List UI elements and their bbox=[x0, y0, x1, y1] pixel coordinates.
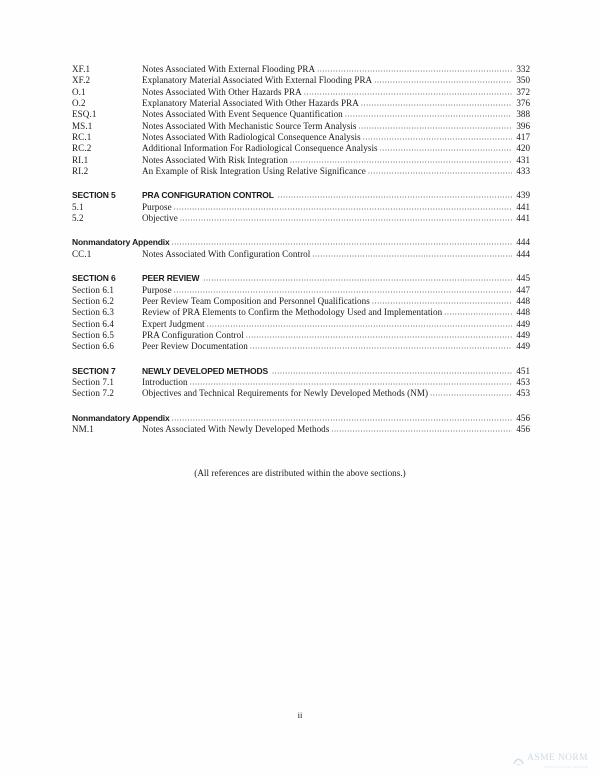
toc-entry-page-number: 332 bbox=[516, 64, 530, 74]
leader-dots bbox=[172, 237, 512, 248]
leader-dots bbox=[203, 273, 512, 284]
toc-entry[interactable] bbox=[72, 413, 530, 424]
toc-entry-label: SECTION 5 bbox=[72, 190, 116, 201]
toc-entry-page-number: 453 bbox=[516, 376, 530, 387]
toc-entry[interactable] bbox=[72, 366, 530, 377]
toc-entry-page-number: 372 bbox=[516, 86, 530, 97]
leader-dots bbox=[430, 388, 512, 399]
toc-entry-title-wrap bbox=[142, 190, 513, 201]
toc-entry-title-wrap bbox=[142, 75, 513, 86]
toc-entry-page-number: 445 bbox=[516, 273, 530, 284]
toc-entry-title-wrap bbox=[142, 249, 513, 260]
toc-entry[interactable] bbox=[72, 319, 530, 330]
toc-entry[interactable] bbox=[72, 121, 530, 132]
toc-entry-label: O.1 bbox=[72, 86, 86, 97]
toc-entry[interactable] bbox=[72, 98, 530, 109]
toc-entry-title: Notes Associated With Event Sequence Quantification bbox=[142, 109, 343, 120]
toc-entry-title: Notes Associated With Radiological Consequence Analysis bbox=[142, 132, 361, 143]
toc-entry[interactable] bbox=[72, 296, 530, 307]
leader-dots bbox=[359, 121, 512, 132]
toc-entry-title-wrap bbox=[142, 330, 513, 341]
toc-entry-label: Section 7.2 bbox=[72, 388, 115, 399]
toc-entry-title-wrap bbox=[142, 341, 513, 352]
toc-entry-title-wrap bbox=[142, 285, 513, 296]
toc-entry-title: Explanatory Material Associated With External Flooding PRA bbox=[142, 75, 373, 86]
toc-entry-label: Nonmandatory Appendix bbox=[72, 412, 170, 423]
toc-entry-page-number: 456 bbox=[516, 423, 530, 434]
toc-entry-label: Section 6.4 bbox=[72, 318, 115, 329]
toc-entry-title: Notes Associated With Other Hazards PRA bbox=[142, 86, 302, 97]
toc-entry-label: Section 6.5 bbox=[72, 329, 115, 340]
toc-entry[interactable] bbox=[72, 341, 530, 352]
toc-entry[interactable] bbox=[72, 377, 530, 388]
toc-entry[interactable] bbox=[72, 285, 530, 296]
toc-entry[interactable] bbox=[72, 190, 530, 201]
group-spacer bbox=[72, 224, 530, 237]
toc-entry-title: Review of PRA Elements to Confirm the Methodology Used and Implementation bbox=[142, 307, 443, 318]
toc-entry[interactable] bbox=[72, 143, 530, 154]
leader-dots bbox=[290, 155, 512, 166]
toc-entry-title-wrap bbox=[142, 388, 513, 399]
toc-entry-page-number: 441 bbox=[516, 213, 530, 224]
watermark-row bbox=[512, 754, 588, 765]
toc-entry-title-wrap bbox=[142, 64, 513, 75]
toc-entry-title-wrap bbox=[142, 307, 513, 318]
toc-entry-page-number: 448 bbox=[516, 295, 530, 306]
toc-entry-label: Section 6.1 bbox=[72, 284, 115, 295]
toc-entry-title-wrap bbox=[142, 155, 513, 166]
toc-entry-title-wrap bbox=[170, 237, 513, 248]
leader-dots bbox=[331, 424, 512, 435]
asme-logo-icon bbox=[512, 754, 525, 765]
leader-dots bbox=[190, 377, 512, 388]
toc-entry-title-wrap bbox=[142, 424, 513, 435]
toc-entry-title: An Example of Risk Integration Using Relative Significance bbox=[142, 166, 366, 177]
toc-entry-title: Notes Associated With Mechanistic Source Term Analysis bbox=[142, 120, 357, 131]
toc-entry-title: Notes Associated With Configuration Control bbox=[142, 248, 311, 259]
toc-entry-title-wrap bbox=[142, 273, 513, 284]
leader-dots bbox=[368, 166, 512, 177]
toc-entry-title: Purpose bbox=[142, 284, 172, 295]
group-spacer bbox=[72, 400, 530, 413]
toc-entry-page-number: 417 bbox=[516, 132, 530, 143]
leader-dots bbox=[172, 413, 512, 424]
leader-dots bbox=[317, 64, 512, 75]
watermark-text: ASME NORM bbox=[527, 753, 588, 764]
leader-dots bbox=[444, 307, 512, 318]
toc-entry[interactable] bbox=[72, 237, 530, 248]
leader-dots bbox=[174, 285, 512, 296]
toc-entry-title-wrap bbox=[142, 296, 513, 307]
toc-entry-title-wrap bbox=[142, 143, 513, 154]
leader-dots bbox=[278, 190, 512, 201]
toc-entry-title-wrap bbox=[170, 413, 513, 424]
leader-dots bbox=[174, 202, 512, 213]
toc-entry-page-number: 441 bbox=[516, 201, 530, 212]
toc-entry-title: Peer Review Documentation bbox=[142, 341, 248, 352]
leader-dots bbox=[304, 87, 512, 98]
toc-entry-title: Peer Review Team Composition and Personnel Qualifications bbox=[142, 295, 370, 306]
toc-entry-page-number: 420 bbox=[516, 143, 530, 154]
toc-entry[interactable] bbox=[72, 87, 530, 98]
toc-entry-title: Notes Associated With Newly Developed Methods bbox=[142, 423, 330, 434]
toc-entry-title-wrap bbox=[142, 377, 513, 388]
toc-entry[interactable] bbox=[72, 307, 530, 318]
toc-entry-title: PRA CONFIGURATION CONTROL bbox=[142, 190, 274, 201]
toc-entry-title: Explanatory Material Associated With Other Hazards PRA bbox=[142, 98, 359, 109]
page-number: ii bbox=[297, 710, 303, 720]
toc-entry-label: 5.1 bbox=[72, 201, 84, 212]
toc-entry-label: 5.2 bbox=[72, 213, 84, 224]
toc-entry[interactable] bbox=[72, 132, 530, 143]
toc-entry[interactable] bbox=[72, 424, 530, 435]
toc-entry-page-number: 453 bbox=[516, 388, 530, 399]
toc-entry-label: RI.1 bbox=[72, 154, 89, 165]
toc-entry-title: PRA Configuration Control bbox=[142, 329, 244, 340]
toc-entry[interactable] bbox=[72, 388, 530, 399]
toc-entry-page-number: 396 bbox=[516, 120, 530, 131]
toc-entry-title-wrap bbox=[142, 366, 513, 377]
toc-entry-label: Section 6.2 bbox=[72, 295, 115, 306]
leader-dots bbox=[272, 366, 512, 377]
toc-entry-title-wrap bbox=[142, 87, 513, 98]
toc-entry-label: RI.2 bbox=[72, 166, 89, 177]
toc-entry-title: Purpose bbox=[142, 201, 172, 212]
toc-entry-title-wrap bbox=[142, 202, 513, 213]
leader-dots bbox=[207, 319, 512, 330]
toc-entry-title: Notes Associated With External Flooding PRA bbox=[142, 64, 316, 74]
toc-entry-page-number: 449 bbox=[516, 318, 530, 329]
toc-entry-label: CC.1 bbox=[72, 248, 92, 259]
toc-entry-page-number: 456 bbox=[516, 412, 530, 423]
toc-entry-title: Introduction bbox=[142, 376, 188, 387]
toc-entry-label: XF.1 bbox=[72, 64, 91, 74]
toc-entry-label: Section 6.6 bbox=[72, 341, 115, 352]
toc-entry-page-number: 449 bbox=[516, 329, 530, 340]
leader-dots bbox=[363, 132, 512, 143]
toc-entry-page-number: 449 bbox=[516, 341, 530, 352]
asme-norm-watermark bbox=[506, 739, 588, 769]
toc-entry-label: SECTION 6 bbox=[72, 273, 116, 284]
toc-entry-page-number: 439 bbox=[516, 190, 530, 201]
leader-dots bbox=[374, 75, 512, 86]
closing-note: (All references are distributed within the above sections.) bbox=[194, 468, 406, 478]
toc-entry-page-number: 444 bbox=[516, 237, 530, 248]
group-spacer bbox=[72, 353, 530, 366]
toc-entry[interactable] bbox=[72, 249, 530, 260]
toc-entry-page-number: 388 bbox=[516, 109, 530, 120]
leader-dots bbox=[246, 330, 512, 341]
leader-dots bbox=[380, 143, 512, 154]
leader-dots bbox=[345, 109, 512, 120]
toc-entry-label: O.2 bbox=[72, 98, 86, 109]
toc-entry-title: Objectives and Technical Requirements for Newly Developed Methods (NM) bbox=[142, 388, 429, 399]
leader-dots bbox=[312, 249, 512, 260]
toc-entry[interactable] bbox=[72, 64, 530, 75]
toc-entry-label: SECTION 7 bbox=[72, 365, 116, 376]
toc-entry-page-number: 447 bbox=[516, 284, 530, 295]
toc-entry-page-number: 451 bbox=[516, 365, 530, 376]
toc-entry-label: ESQ.1 bbox=[72, 109, 97, 120]
toc-entry[interactable] bbox=[72, 75, 530, 86]
leader-dots bbox=[180, 213, 512, 224]
toc-entry-label: RC.2 bbox=[72, 143, 92, 154]
toc-entry-page-number: 376 bbox=[516, 98, 530, 109]
toc-entry[interactable] bbox=[72, 155, 530, 166]
leader-dots bbox=[250, 341, 512, 352]
toc-entry-title-wrap bbox=[142, 98, 513, 109]
toc-entry-title-wrap bbox=[142, 109, 513, 120]
toc-entry-title: Objective bbox=[142, 213, 178, 224]
toc-entry[interactable] bbox=[72, 330, 530, 341]
toc-entry[interactable] bbox=[72, 109, 530, 120]
leader-dots bbox=[361, 98, 512, 109]
toc-entry-title: NEWLY DEVELOPED METHODS bbox=[142, 365, 268, 376]
toc-entry[interactable] bbox=[72, 166, 530, 177]
toc-entry[interactable] bbox=[72, 202, 530, 213]
toc-entry-label: NM.1 bbox=[72, 423, 94, 434]
toc-entry-page-number: 350 bbox=[516, 75, 530, 86]
group-spacer bbox=[72, 260, 530, 273]
toc-entry[interactable] bbox=[72, 213, 530, 224]
toc-entry-title-wrap bbox=[142, 121, 513, 132]
toc-entry-label: Section 6.3 bbox=[72, 307, 115, 318]
toc-entry-page-number: 433 bbox=[516, 166, 530, 177]
toc-entry-page-number: 444 bbox=[516, 248, 530, 259]
toc-entry-title: PEER REVIEW bbox=[142, 273, 200, 284]
group-spacer bbox=[72, 177, 530, 190]
toc-entry-label: Section 7.1 bbox=[72, 376, 115, 387]
table-of-contents bbox=[72, 64, 530, 435]
toc-entry-title-wrap bbox=[142, 213, 513, 224]
toc-entry-title: Expert Judgment bbox=[142, 318, 205, 329]
toc-entry-title-wrap bbox=[142, 132, 513, 143]
toc-entry-label: XF.2 bbox=[72, 75, 91, 86]
toc-entry-label: MS.1 bbox=[72, 120, 93, 131]
toc-entry-label: RC.1 bbox=[72, 132, 92, 143]
toc-entry-title: Additional Information For Radiological Consequence Analysis bbox=[142, 143, 378, 154]
toc-entry-title: Notes Associated With Risk Integration bbox=[142, 154, 288, 165]
watermark-subtext: NORMALIZATION SERVICE bbox=[543, 765, 588, 770]
toc-entry-label: Nonmandatory Appendix bbox=[72, 237, 170, 248]
toc-entry[interactable] bbox=[72, 273, 530, 284]
toc-entry-page-number: 431 bbox=[516, 154, 530, 165]
toc-entry-title-wrap bbox=[142, 319, 513, 330]
leader-dots bbox=[372, 296, 512, 307]
toc-entry-page-number: 448 bbox=[516, 307, 530, 318]
toc-entry-title-wrap bbox=[142, 166, 513, 177]
